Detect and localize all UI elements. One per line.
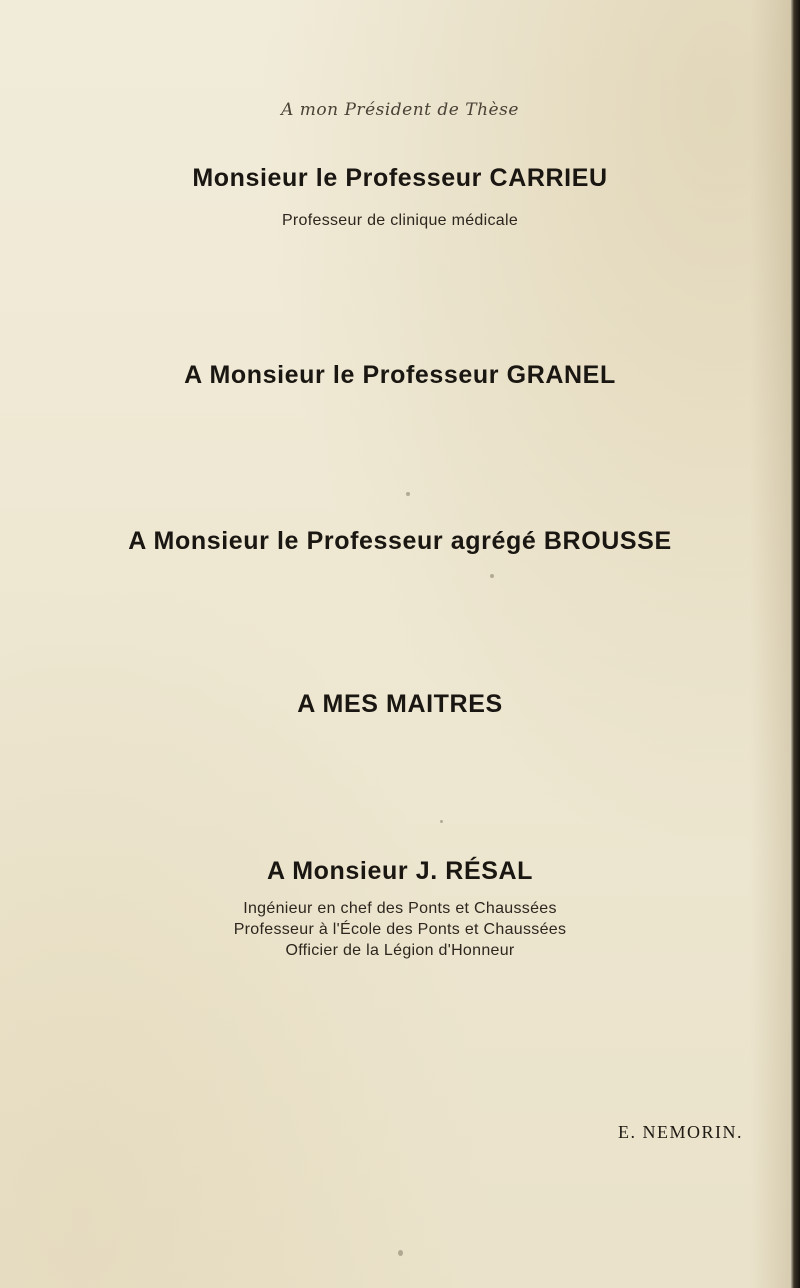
page-binding-edge	[790, 0, 800, 1288]
dedication-heading-resal: A Monsieur J. RÉSAL	[266, 857, 534, 885]
page-edge-shadow	[750, 0, 790, 1288]
dedication-heading-brousse: A Monsieur le Professeur agrégé BROUSSE	[128, 527, 672, 555]
author-signature: E. NEMORIN.	[618, 1122, 743, 1142]
paper-speck	[490, 574, 494, 578]
paper-speck	[406, 492, 410, 496]
dedication-heading-granel: A Monsieur le Professeur GRANEL	[184, 361, 616, 389]
dedication-subline-resal-2: Professeur à l'École des Ponts et Chaussées	[233, 921, 567, 938]
handwritten-inscription: A mon Président de Thèse	[281, 100, 519, 120]
dedication-heading-carrieu: Monsieur le Professeur CARRIEU	[192, 164, 608, 192]
dedication-heading-maitres: A MES MAITRES	[297, 690, 503, 718]
dedication-subline-carrieu: Professeur de clinique médicale	[281, 212, 519, 229]
dedication-subline-resal-1: Ingénieur en chef des Ponts et Chaussées	[243, 900, 557, 917]
paper-speck	[440, 820, 443, 823]
paper-speck	[398, 1250, 403, 1256]
dedication-subline-resal-3: Officier de la Légion d'Honneur	[285, 942, 515, 959]
